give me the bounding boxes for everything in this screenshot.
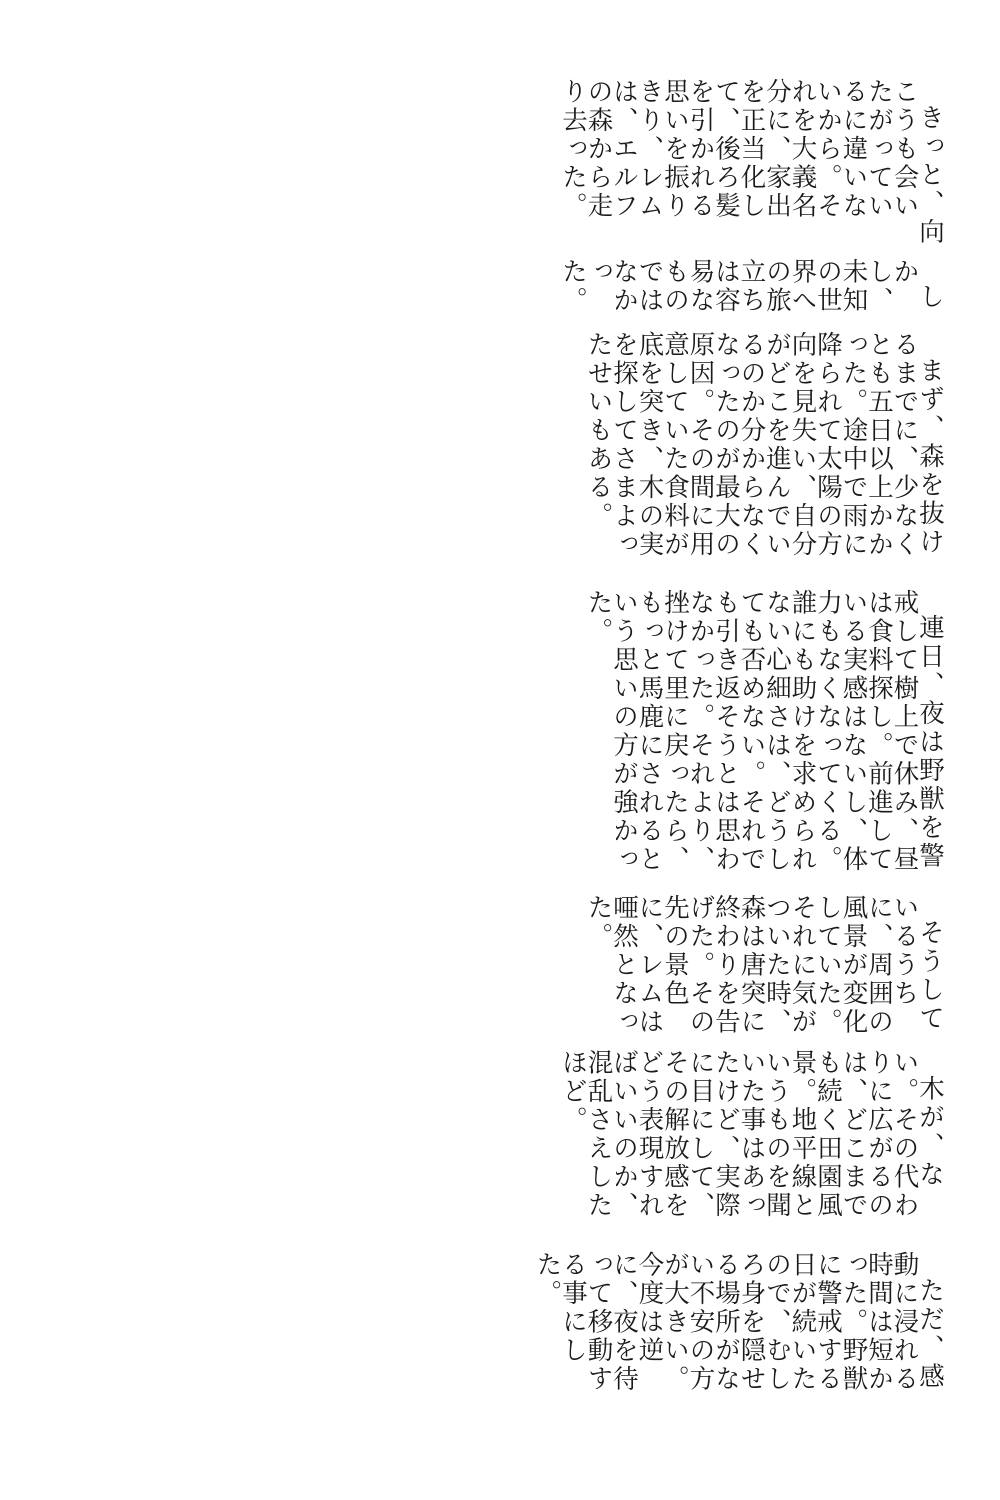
vertical-text-body [42,78,945,1418]
paragraph: 連日、夜は野獣を警戒して樹上で休み、昼は食料探し。前進している実感はないし、体力もなくなってくる。誰にも助けを求められない心細さは、どうしても否めない。それでも引き返そうとは思わなかった。それより、挫けて里に戻ったら、もっと馬鹿にされるという思いの方が強かった。 [583,588,945,874]
paragraph: しかし、未知の世界への旅立ちは容易なものではなかった。 [558,257,945,315]
paragraph: そうしているうちに、周囲の風景が変化していた。それに気がついた時、森は唐突に終わりを告げた。その先の景色に、レムは唖然となった。 [583,893,945,1037]
paragraph: 木が、ない。その代わりに広がるのは、どこまでも続く田園風景。地平線というものを聞いた事はあったけど、実際に目にして、その解放感をどう表現すればいいのか、混乱さえしたほど。 [558,1049,945,1221]
paragraph: きっと、向こうも会いたがっているに違いないから。それを大義名分に、家出を正当化して、後ろ髪を引かれる思いを振りきり、レムは、エルフの森から走り去った。 [558,78,945,246]
paragraph: まず、森を抜けるまでに、少なくとも五日以上かかった。途中で雨に降られて太陽の方向を見失い、自分がどこを進んでいるのか分からなくなったのが最大の原因。その間に用意していた食料が底を突き、木の実を探してさまよったせいもある。 [583,331,945,560]
paragraph: ただ、感動に浸れる時間は短かった。野獣に警戒する日が続いたので、むしろ身を隠せる場所がない不安の方が大きい。今度は逆に、夜を待って移動する事にした。 [532,1251,945,1394]
